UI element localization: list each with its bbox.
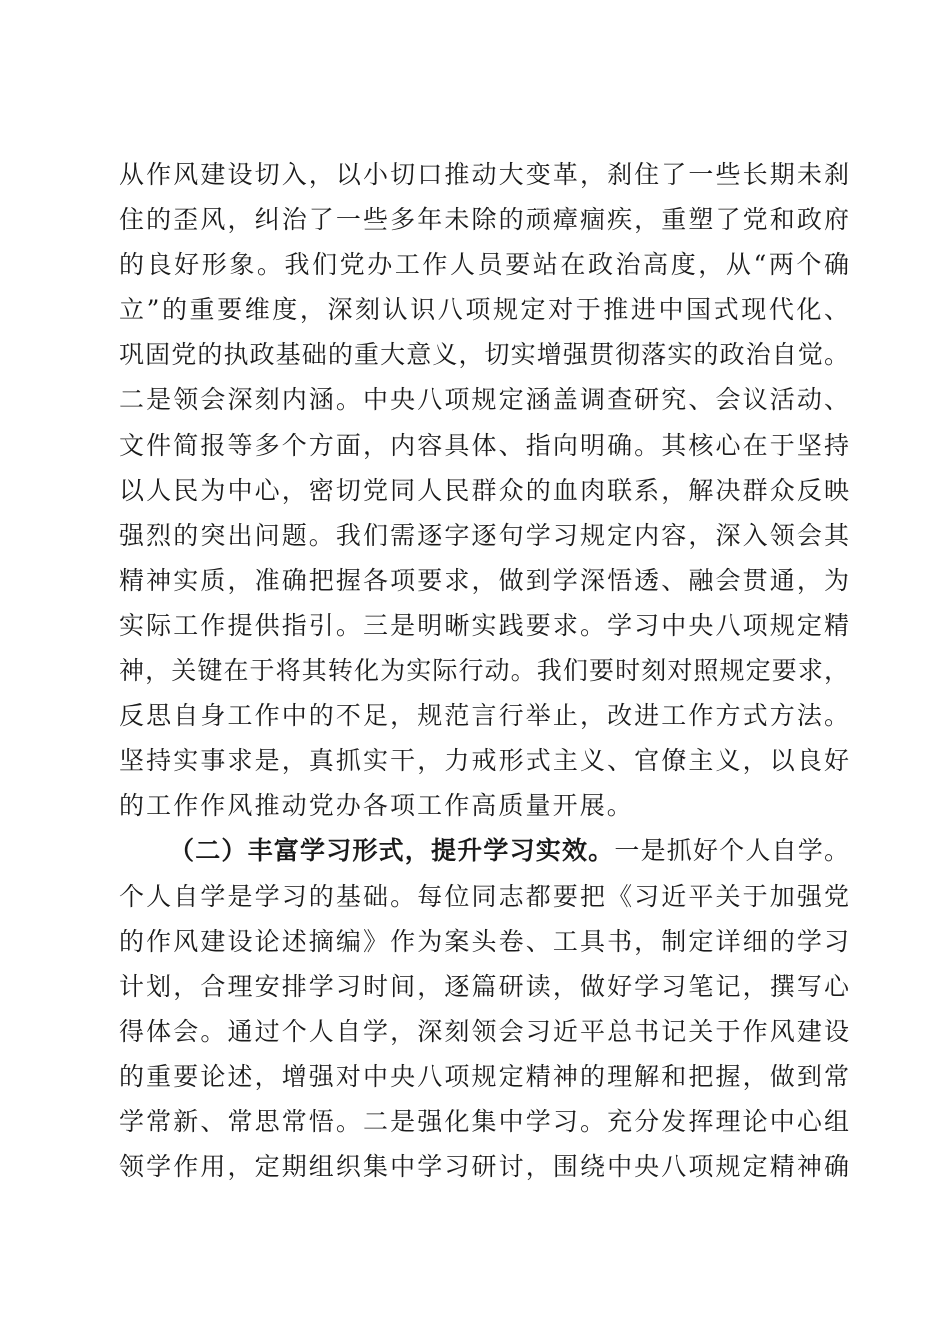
text-line-19: 计划，合理安排学习时间，逐篇研读，做好学习笔记，撰写心 <box>119 971 849 1001</box>
text-line-23: 领学作用，定期组织集中学习研讨，围绕中央八项规定精神确 <box>119 1152 849 1182</box>
text-line-3: 的良好形象。我们党办工作人员要站在政治高度，从“两个确 <box>119 250 849 280</box>
body-text <box>119 152 849 1189</box>
section-heading-continuation: 一是抓好个人自学。 <box>614 836 849 866</box>
text-line-8: 以人民为中心，密切党同人民群众的血肉联系，解决群众反映 <box>119 475 849 505</box>
text-line-18: 的作风建设论述摘编》作为案头卷、工具书，制定详细的学习 <box>119 926 849 956</box>
text-line-15: 的工作作风推动党办各项工作高质量开展。 <box>119 791 634 821</box>
section-heading: （二）丰富学习形式，提升学习实效。 <box>169 836 615 866</box>
text-line-6: 二是领会深刻内涵。中央八项规定涵盖调查研究、会议活动、 <box>119 385 849 415</box>
text-line-13: 反思自身工作中的不足，规范言行举止，改进工作方式方法。 <box>119 701 849 731</box>
text-line-11: 实际工作提供指引。三是明晰实践要求。学习中央八项规定精 <box>119 610 849 640</box>
text-line-10: 精神实质，准确把握各项要求，做到学深悟透、融会贯通，为 <box>119 565 849 595</box>
text-line-20: 得体会。通过个人自学，深刻领会习近平总书记关于作风建设 <box>119 1016 849 1046</box>
text-line-4: 立”的重要维度，深刻认识八项规定对于推进中国式现代化、 <box>119 295 849 325</box>
text-line-17: 个人自学是学习的基础。每位同志都要把《习近平关于加强党 <box>119 881 849 911</box>
text-line-14: 坚持实事求是，真抓实干，力戒形式主义、官僚主义，以良好 <box>119 746 849 776</box>
section-heading-line <box>119 828 849 873</box>
text-line-22: 学常新、常思常悟。二是强化集中学习。充分发挥理论中心组 <box>119 1106 849 1136</box>
text-line-1: 从作风建设切入，以小切口推动大变革，刹住了一些长期未刹 <box>119 160 849 189</box>
text-line-5: 巩固党的执政基础的重大意义，切实增强贯彻落实的政治自觉。 <box>119 340 849 370</box>
text-line-21: 的重要论述，增强对中央八项规定精神的理解和把握，做到常 <box>119 1061 849 1091</box>
text-line-7: 文件简报等多个方面，内容具体、指向明确。其核心在于坚持 <box>119 430 849 460</box>
text-line-12: 神，关键在于将其转化为实际行动。我们要时刻对照规定要求， <box>119 656 849 686</box>
text-line-9: 强烈的突出问题。我们需逐字逐句学习规定内容，深入领会其 <box>119 520 849 550</box>
text-line-2: 住的歪风，纠治了一些多年未除的顽瘴痼疾，重塑了党和政府 <box>119 205 849 235</box>
